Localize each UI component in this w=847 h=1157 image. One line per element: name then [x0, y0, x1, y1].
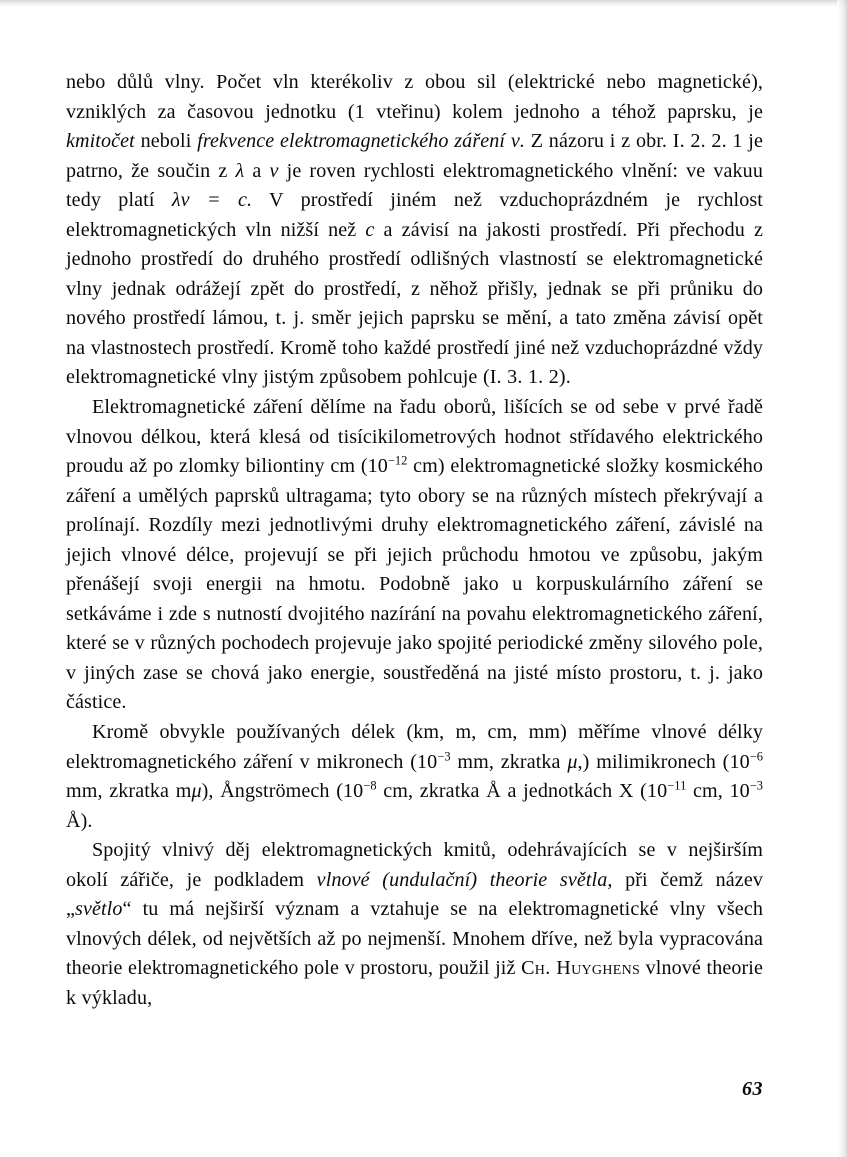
italic-run: ν: [269, 159, 279, 182]
text-run: cm, zkratka Å a jednotkách X (10: [376, 780, 668, 803]
text-run: cm, 10: [686, 780, 750, 803]
small-caps-name: Ch. Huyghens: [521, 957, 641, 980]
italic-run: kmitočet: [66, 130, 135, 153]
italic-run: μ: [567, 750, 578, 773]
text-run: Spojitý vlnivý děj elektromagnetických kmitů, odehrávajících se v nejširším okolí zářiče, je podkladem: [66, 839, 763, 891]
paragraph: [66, 718, 763, 836]
text-run: neboli: [134, 130, 198, 153]
text-run: při čemž název „: [66, 868, 763, 921]
italic-run: frekvence elektromagnetického záření ν.: [197, 130, 525, 153]
italic-run: μ: [191, 780, 202, 803]
paragraph: [66, 836, 763, 1013]
page-number: 63: [742, 1078, 763, 1100]
text-run: “ tu má nejširší význam a vztahuje se na elektromagnetické vlny všech vlnových délek, od největších až po nejmenší. Mnohem dříve, než byla vypracována theorie elektromagnetického pole v prostoru, použil již: [66, 898, 763, 980]
exponent: −6: [749, 748, 763, 763]
italic-run: λ: [235, 159, 245, 182]
text-run: a závisí na jakosti prostředí. Při přechodu z jednoho prostředí do druhého prostředí odlišných vlastností se elektromagnetické vlny jednak odrážejí zpět do prostředí, z něhož přišly, jednak se při průniku do nového prostředí lámou, t. j. směr jejich paprsku se mění, a tato změna závisí opět na vlastnostech prostředí. Kromě toho každé prostředí jiné než vzduchoprázdné vždy elektromagnetické vlny jistým způsobem pohlcuje (I. 3. 1. 2).: [66, 218, 763, 389]
italic-run: λν = c.: [171, 189, 253, 212]
body-text-column: [66, 68, 763, 1014]
text-run: je roven rychlosti elektromagnetického vlnění: ve vakuu tedy platí: [66, 159, 763, 212]
exponent: −3: [749, 778, 764, 793]
text-run: Kromě obvykle používaných délek (km, m, cm, mm) měříme vlnové délky elektromagnetického záření v mikronech (10: [66, 721, 763, 773]
italic-run: vlnové (undulační) theorie světla,: [316, 868, 613, 891]
exponent: −8: [363, 778, 377, 793]
italic-run: c: [365, 218, 375, 241]
paragraph: [66, 393, 763, 718]
exponent: −11: [667, 778, 687, 793]
text-run: cm) elektromagnetické složky kosmického záření a umělých paprsků ultragama; tyto obory se na různých místech překrývají a prolínají. Rozdíly mezi jednotlivými druhy elektromagnetického záření, závislé na jejich vlnové délce, projevují se při jejich průchodu hmotou ve způsobu, jakým přenášejí svoji energii na hmotu. Podobně jako u korpuskulárního záření se setkáváme i zde s nutností dvojitého nazírání na povahu elektromagnetického záření, které se v různých pochodech projevuje jako spojité periodické změny silového pole, v jiných zase se chová jako energie, soustředěná na jisté místo prostoru, t. j. jako částice.: [66, 455, 763, 714]
exponent: −3: [437, 748, 451, 763]
text-run: ), Ångströmech (10: [201, 780, 364, 803]
text-run: mm, zkratka m: [66, 780, 192, 803]
text-run: Elektromagnetické záření dělíme na řadu oborů, lišících se od sebe v prvé řadě vlnovou délkou, která klesá od tisícikilometrových hodnot střídavého elektrického proudu až po zlomky biliontiny cm (10: [66, 396, 763, 478]
text-run: nebo důlů vlny. Počet vln kterékoliv z obou sil (elektrické nebo magnetické), vzniklých za časovou jednotku (1 vteřinu) kolem jednoho a téhož paprsku, je: [66, 71, 763, 123]
text-run: mm, zkratka: [450, 750, 568, 773]
text-run: vlnové theorie k výkladu,: [66, 957, 763, 1009]
text-run: a: [244, 159, 270, 182]
text-run: Å).: [66, 809, 93, 832]
paragraph: [66, 68, 763, 393]
page-right-edge-shadow: [837, 0, 847, 1157]
text-run: Z názoru i z obr. I. 2. 2. 1 je patrno, že součin z: [66, 130, 763, 182]
page-top-shadow: [0, 0, 847, 7]
text-run: V prostředí jiném než vzduchoprázdném je rychlost elektromagnetických vln nižší než: [66, 189, 763, 241]
exponent: −12: [387, 453, 408, 468]
text-run: ,) milimikronech (10: [577, 750, 750, 773]
italic-run: světlo: [75, 898, 123, 921]
